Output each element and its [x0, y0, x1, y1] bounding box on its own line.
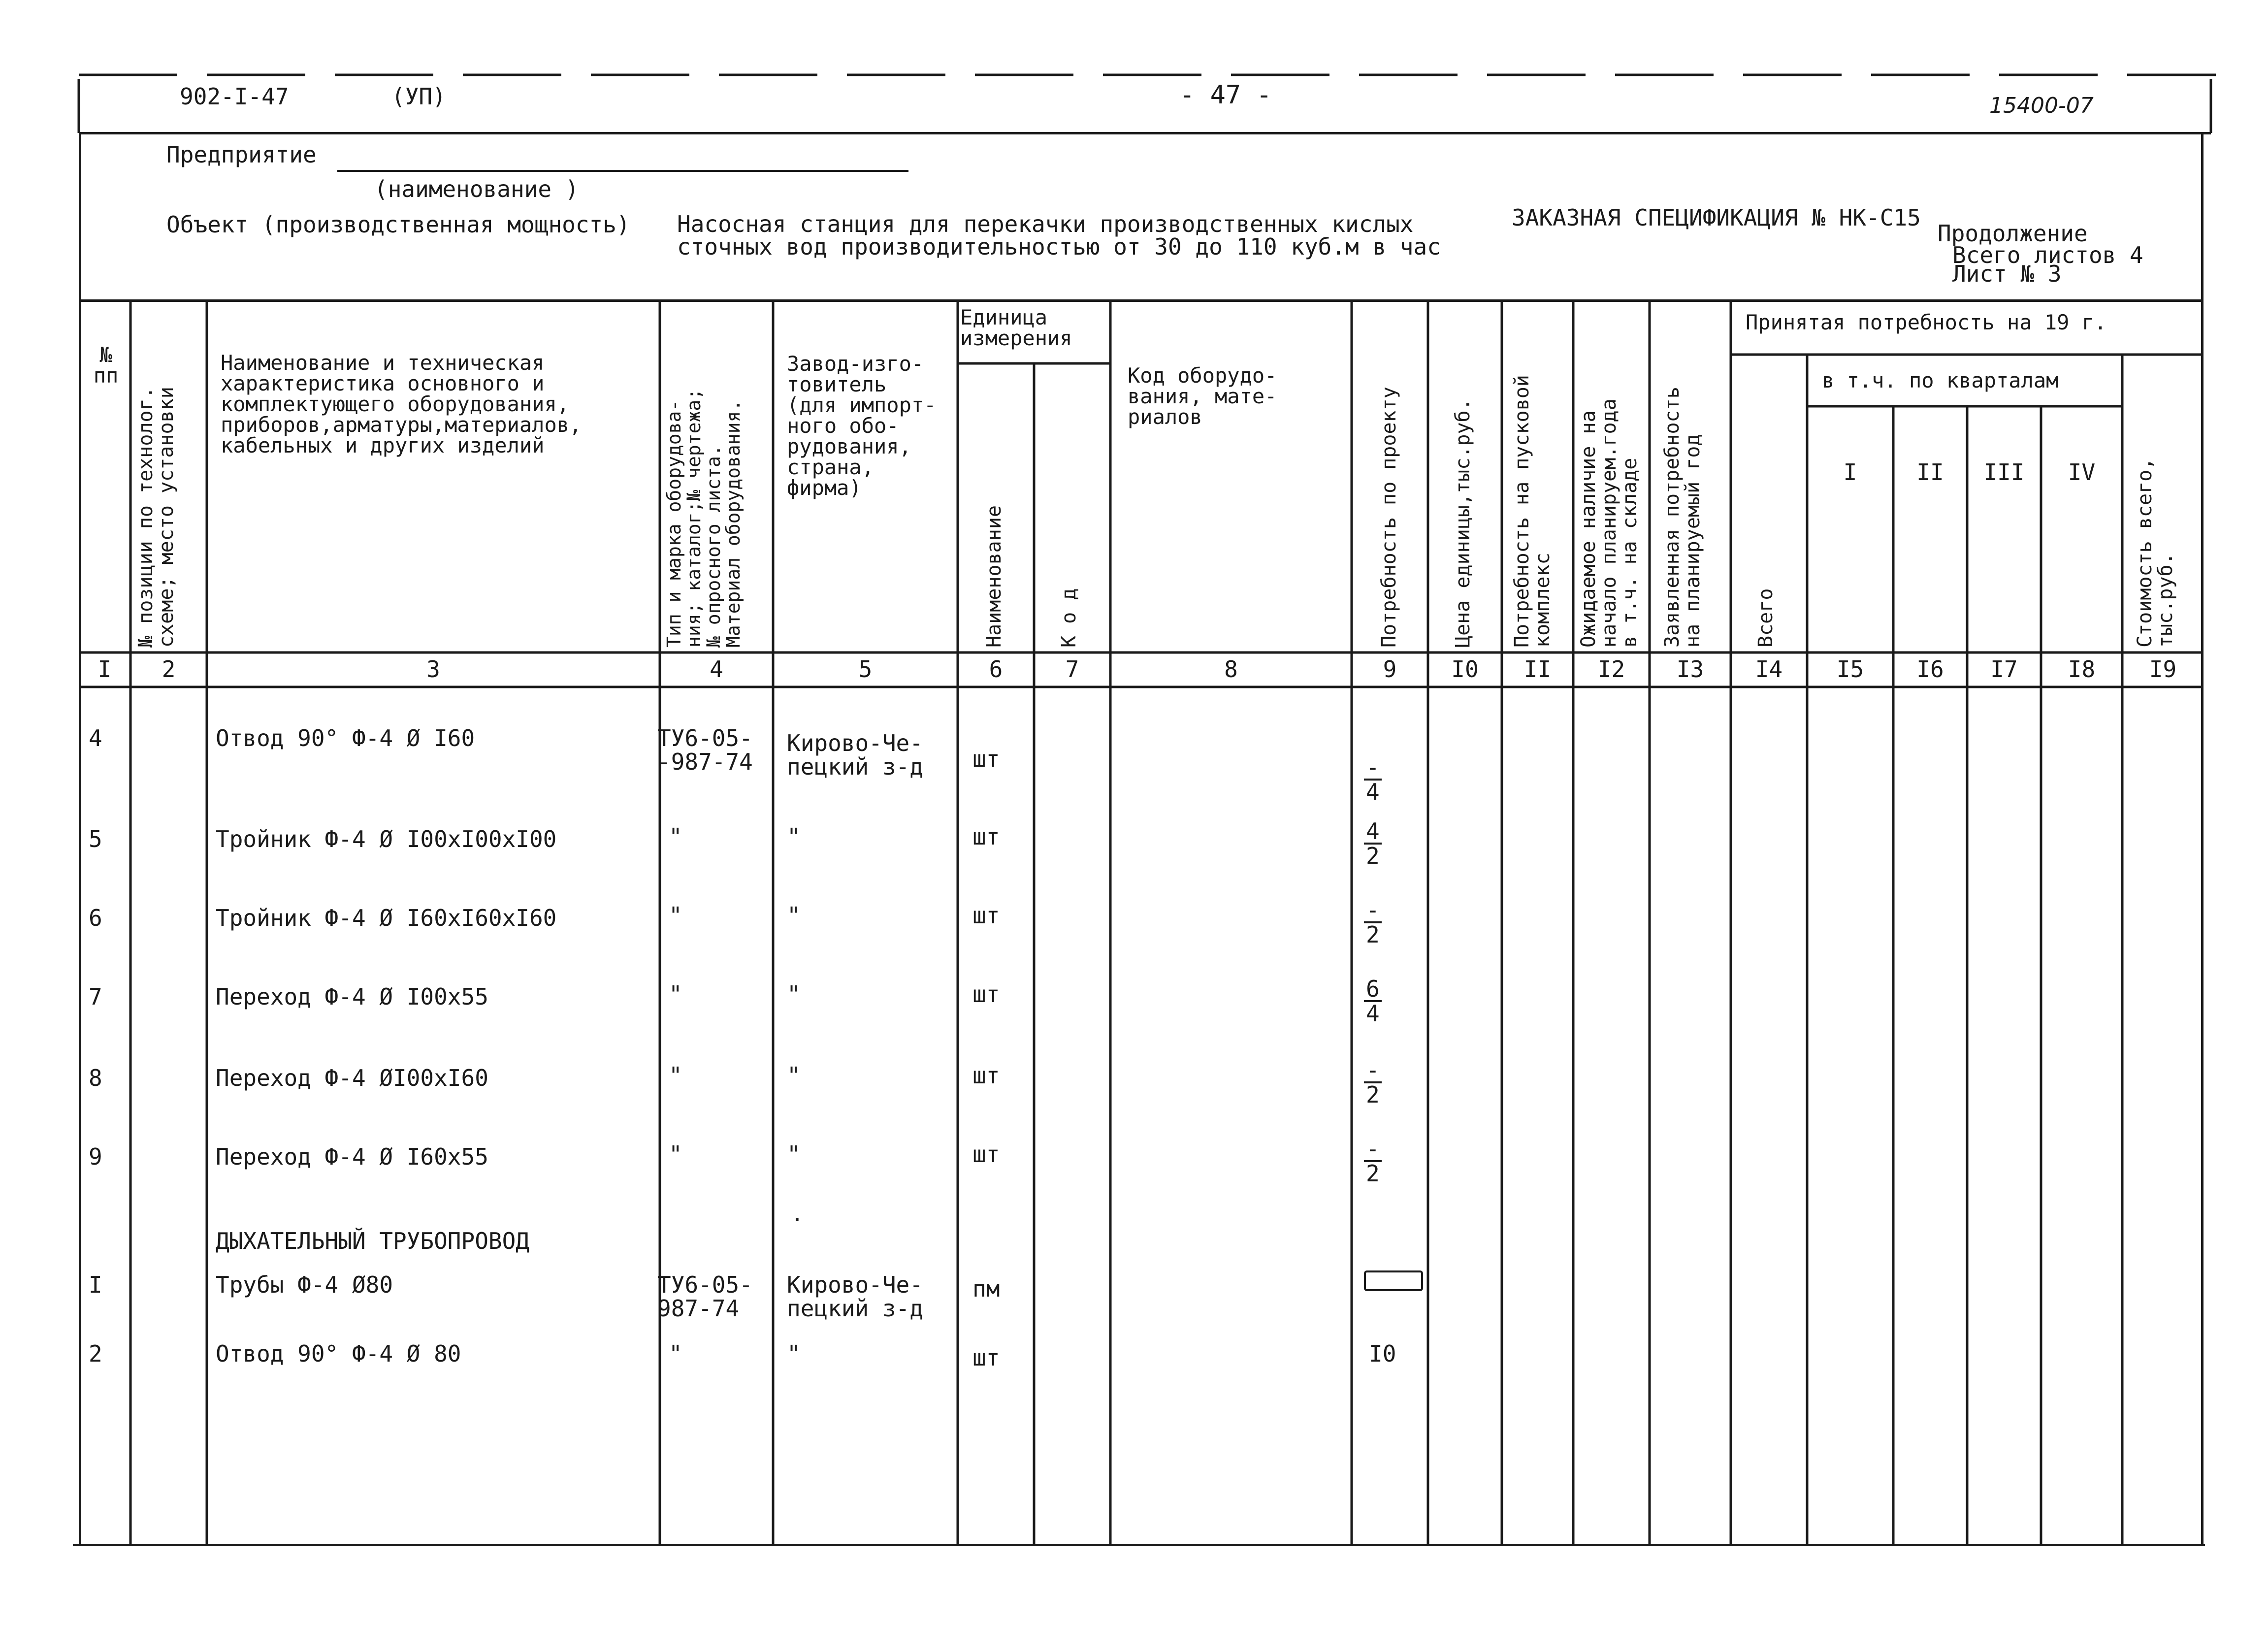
col-header-2: № позиции по технолог. схеме; место установки [134, 387, 178, 648]
item-unit: шт [972, 1141, 1000, 1168]
row-number: 2 [89, 1340, 102, 1367]
row-number: 5 [89, 826, 102, 852]
item-type: " [669, 981, 682, 1008]
item-type: ТУ6-05- -987-74 [657, 725, 753, 776]
quantity-denominator: 2 [1366, 843, 1380, 869]
object-value: Насосная станция для перекачки производственных кислых сточных вод производительностью от 30 до 110 куб.м в час [677, 211, 1441, 260]
page-number: - 47 - [1179, 80, 1272, 110]
item-maker: " [787, 823, 801, 850]
col-header-10: Цена единицы,тыс.руб. [1452, 398, 1474, 648]
col-header-14: Всего [1754, 588, 1777, 648]
quantity-denominator: 2 [1366, 921, 1380, 948]
row-number: 7 [89, 983, 102, 1010]
doc-variant: (УП) [391, 83, 446, 110]
quantity-numerator: - [1364, 899, 1382, 923]
column-number: 7 [1065, 656, 1079, 683]
item-unit: шт [972, 902, 1000, 929]
column-number: I6 [1916, 656, 1944, 683]
naming-hint: (наименование ) [374, 176, 579, 202]
col-header-unit-group: Единица измерения [960, 305, 1072, 350]
column-number: 3 [426, 656, 440, 683]
column-number: II [1523, 656, 1552, 683]
column-number: I0 [1451, 656, 1479, 683]
item-unit: шт [972, 823, 1000, 850]
quantity-denominator: 2 [1366, 1081, 1380, 1108]
column-number: 6 [989, 656, 1003, 683]
col-header-11: Потребность на пусковой комплекс [1511, 375, 1554, 648]
col-header-4: Тип и марка оборудова- ния; каталог;№ чертежа; № опросного листа. Материал оборудования. [663, 388, 744, 648]
item-name: Тройник Ф-4 Ø I00хI00хI00 [216, 826, 557, 852]
column-number: I7 [1990, 656, 2018, 683]
col-header-q1: I [1843, 459, 1857, 486]
col-header-5: Завод-изго- товитель (для импорт- ного обо- рудования, страна, фирма) [787, 352, 937, 500]
column-number: I8 [2068, 656, 2096, 683]
quantity-denominator: 4 [1366, 779, 1380, 805]
column-number: I4 [1755, 656, 1783, 683]
item-type: ТУ6-05- 987-74 [657, 1271, 753, 1322]
item-type: " [669, 823, 682, 850]
item-maker: " [787, 981, 801, 1008]
column-number: I5 [1836, 656, 1864, 683]
column-number: 2 [162, 656, 176, 683]
archive-number: 15400-07 [1989, 93, 2094, 118]
col-header-6: Наименование [983, 505, 1005, 648]
item-type: " [669, 1141, 682, 1168]
quantity-numerator: - [1364, 1059, 1382, 1083]
quantity-fraction [1364, 1059, 1382, 1106]
col-header-13: Заявленная потребность на планируемый год [1661, 387, 1704, 648]
stray-dot: . [790, 1200, 804, 1227]
section-title: ДЫХАТЕЛЬНЫЙ ТРУБОПРОВОД [216, 1228, 529, 1254]
item-maker: " [787, 1141, 801, 1168]
col-header-q2: II [1916, 459, 1944, 486]
quantity-fraction [1364, 820, 1382, 867]
col-header-12: Ожидаемое наличие на начало планируем.года в т.ч. на складе [1577, 398, 1641, 648]
column-number: I9 [2149, 656, 2177, 683]
item-type: " [669, 902, 682, 929]
item-maker: " [787, 1062, 801, 1089]
col-header-8: Код оборудо- вания, мате- риалов [1128, 363, 1277, 429]
item-name: Переход Ф-4 Ø I60х55 [216, 1143, 488, 1170]
col-header-3: Наименование и техническая характеристика основного и комплектующего оборудования, приборов,арматуры,материалов, кабельных и других изделий [221, 351, 582, 457]
column-number: 5 [858, 656, 873, 683]
quantity-fraction [1364, 1138, 1382, 1185]
col-header-q4: IV [2068, 459, 2096, 486]
quantity-numerator: - [1364, 1138, 1382, 1162]
item-maker: " [787, 902, 801, 929]
row-number: I [89, 1271, 102, 1298]
item-type: " [669, 1062, 682, 1089]
col-header-1: № пп [93, 343, 119, 388]
col-header-7: К о д [1058, 588, 1080, 648]
column-number: I3 [1676, 656, 1704, 683]
item-name: Отвод 90° Ф-4 Ø 80 [216, 1340, 461, 1367]
row-number: 6 [89, 905, 102, 931]
column-number: 4 [710, 656, 723, 683]
column-number: I2 [1597, 656, 1625, 683]
item-name: Трубы Ф-4 Ø80 [216, 1271, 393, 1298]
item-unit: пм [972, 1275, 1000, 1302]
row-number: 4 [89, 725, 102, 751]
col-header-q3: III [1983, 459, 2025, 486]
item-quantity: I0 [1369, 1340, 1396, 1367]
item-type: " [669, 1340, 682, 1367]
spec-title: ЗАКАЗНАЯ СПЕЦИФИКАЦИЯ № НК-С15 [1512, 204, 1921, 231]
item-maker: Кирово-Че- пецкий з-д [787, 1271, 923, 1322]
quantity-denominator: 4 [1366, 1000, 1380, 1027]
item-maker: Кирово-Че- пецкий з-д [787, 730, 923, 781]
item-unit: шт [972, 981, 1000, 1008]
continuation: Продолжение [1938, 220, 2088, 247]
item-unit: шт [972, 746, 1000, 772]
quantity-denominator: 2 [1366, 1160, 1380, 1187]
sheets-total: Всего листов 4 [1952, 242, 2143, 268]
item-name: Переход Ф-4 ØI00хI60 [216, 1065, 488, 1091]
object-label: Объект (производственная мощность) [166, 211, 630, 238]
col-header-19: Стоимость всего, тыс.руб. [2134, 457, 2177, 648]
quantity-numerator: 4 [1364, 820, 1382, 845]
row-number: 8 [89, 1065, 102, 1091]
quantity-fraction [1364, 977, 1382, 1025]
sheet-number: Лист № 3 [1952, 260, 2062, 287]
enterprise-label: Предприятие [166, 141, 317, 168]
col-header-9: Потребность по проекту [1378, 387, 1400, 648]
column-number: I [97, 656, 112, 683]
col-header-accepted: Принятая потребность на 19 г. [1746, 310, 2107, 334]
row-number: 9 [89, 1143, 102, 1170]
quantity-fraction [1364, 899, 1382, 946]
item-name: Отвод 90° Ф-4 Ø I60 [216, 725, 475, 751]
col-header-quarters: в т.ч. по кварталам [1822, 368, 2059, 392]
quantity-numerator: 6 [1364, 977, 1382, 1002]
item-name: Переход Ф-4 Ø I00х55 [216, 983, 488, 1010]
item-unit: шт [972, 1062, 1000, 1089]
quantity-empty-box [1364, 1270, 1423, 1291]
item-unit: шт [972, 1344, 1000, 1371]
item-maker: " [787, 1340, 801, 1367]
quantity-fraction [1364, 756, 1382, 803]
column-number: 8 [1224, 656, 1238, 683]
quantity-numerator: - [1364, 756, 1382, 781]
item-name: Тройник Ф-4 Ø I60хI60хI60 [216, 905, 557, 931]
doc-code: 902-I-47 [180, 83, 289, 110]
column-number: 9 [1383, 656, 1397, 683]
